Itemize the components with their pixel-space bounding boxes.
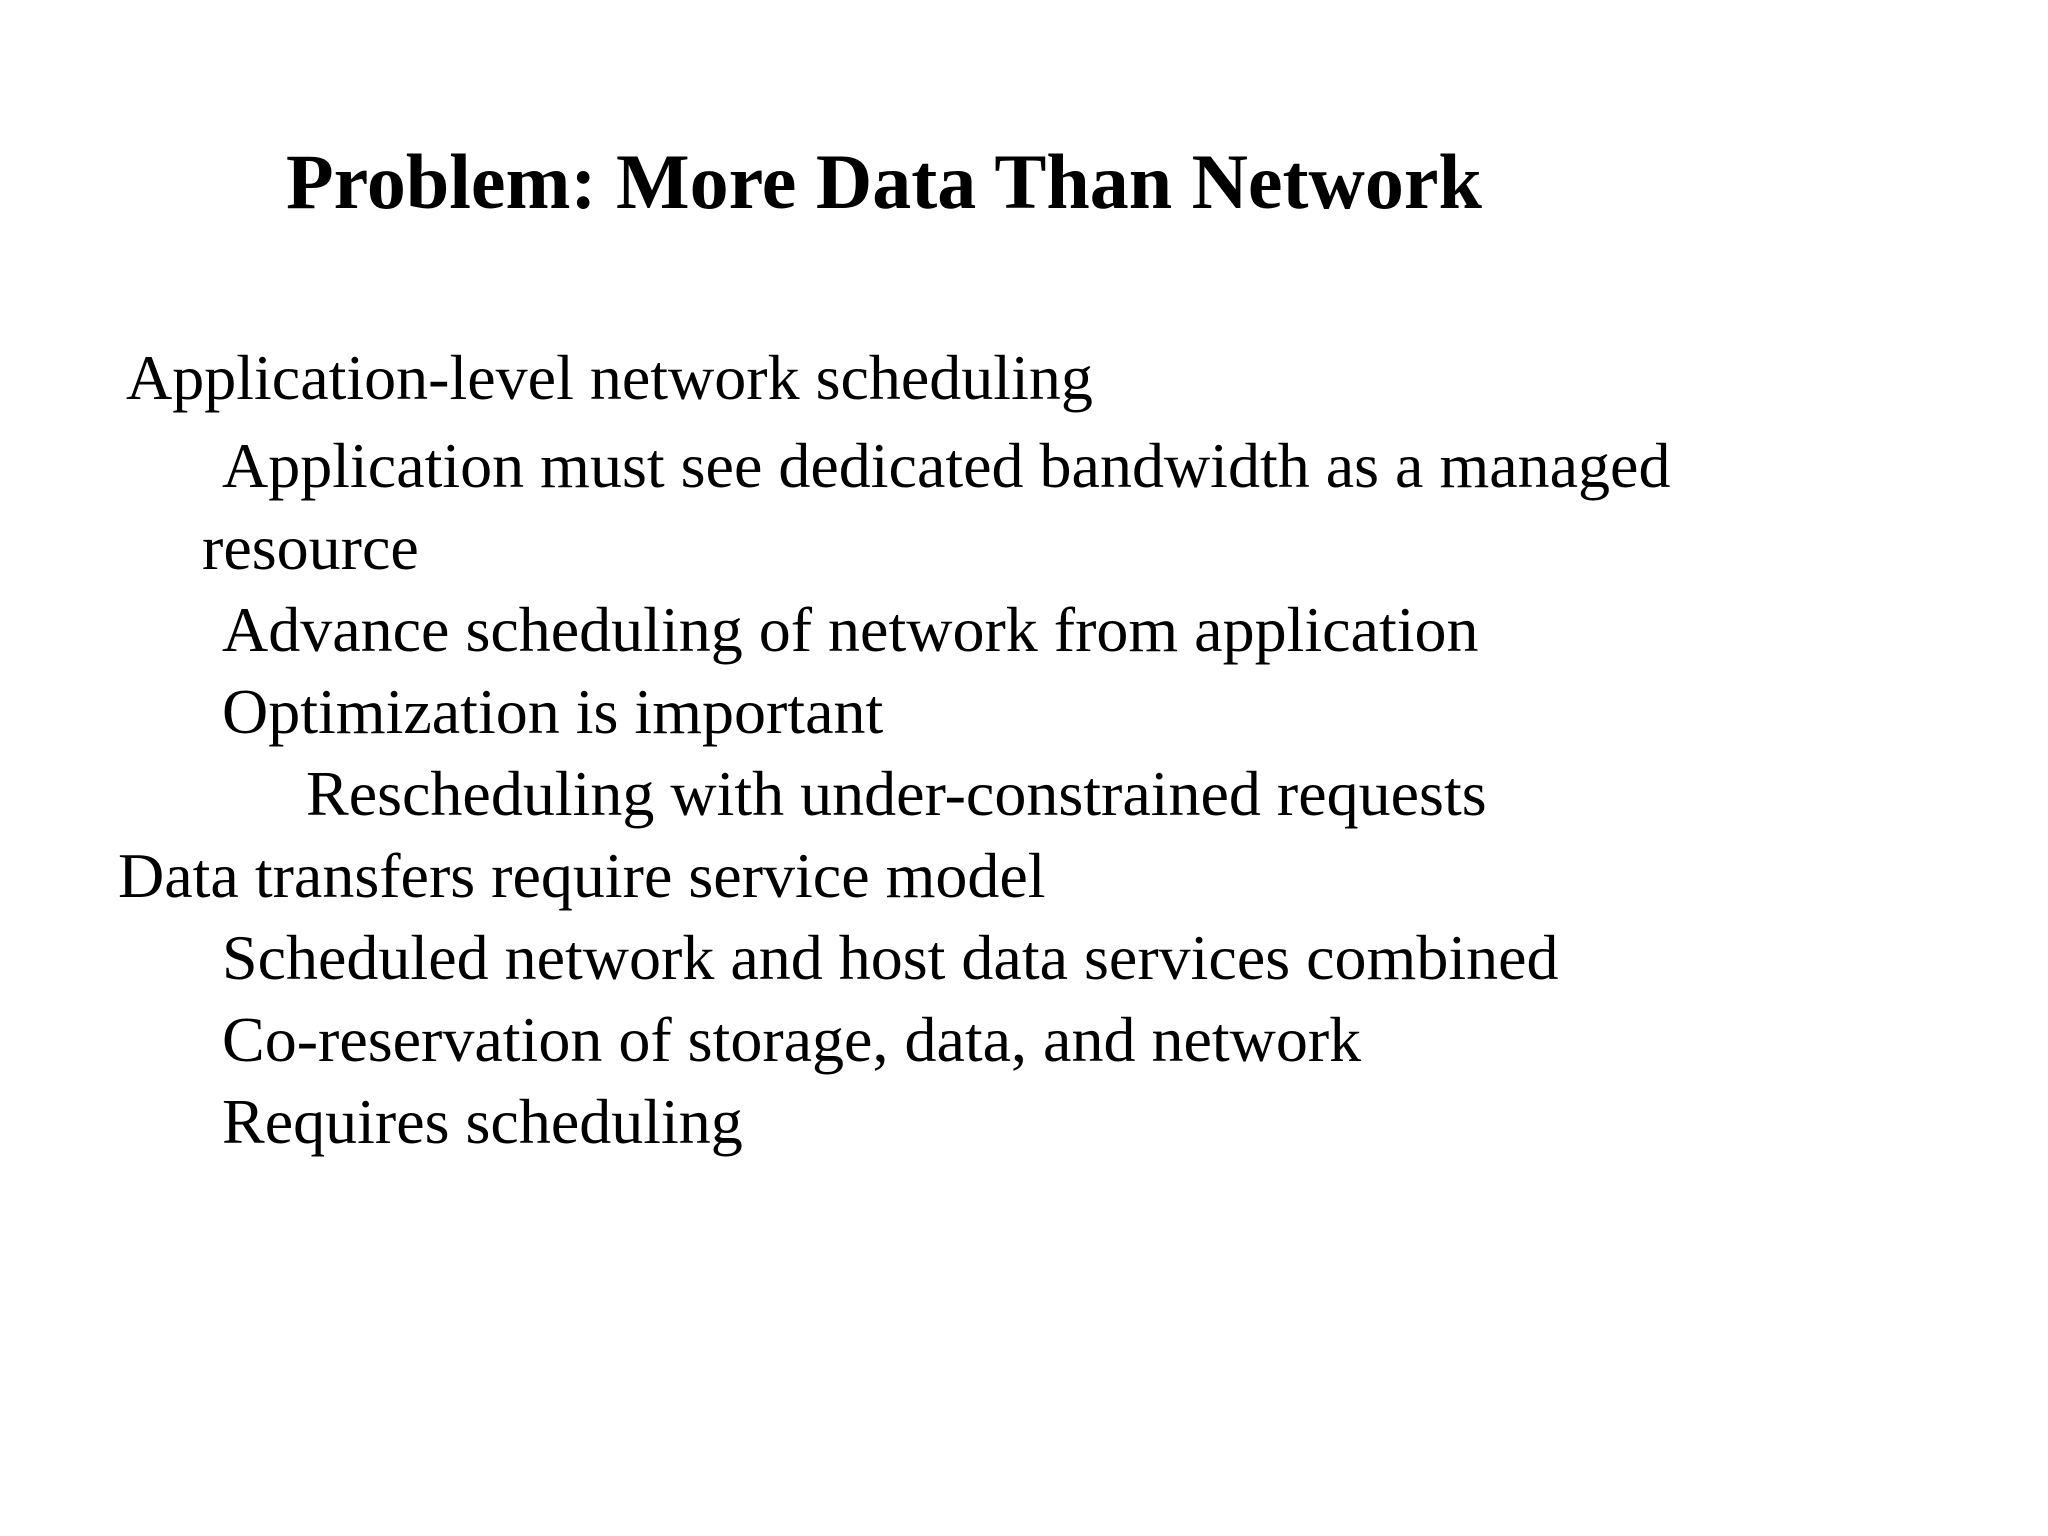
bullet-level3: Rescheduling with under-constrained requests [306,758,1487,829]
bullet-level2: Requires scheduling [222,1086,743,1157]
bullet-level2: Application must see dedicated bandwidth as a managed [222,430,1671,501]
bullet-level2: Advance scheduling of network from application [222,594,1479,665]
bullet-level2: Co-reservation of storage, data, and network [222,1004,1362,1075]
bullet-level2-continuation: resource [202,512,419,583]
bullet-level1: Data transfers require service model [118,840,1046,911]
bullet-level1: Application-level network scheduling [126,342,1093,413]
slide-title: Problem: More Data Than Network [286,138,1482,225]
bullet-level2: Optimization is important [222,676,884,747]
bullet-level2: Scheduled network and host data services combined [222,922,1559,993]
